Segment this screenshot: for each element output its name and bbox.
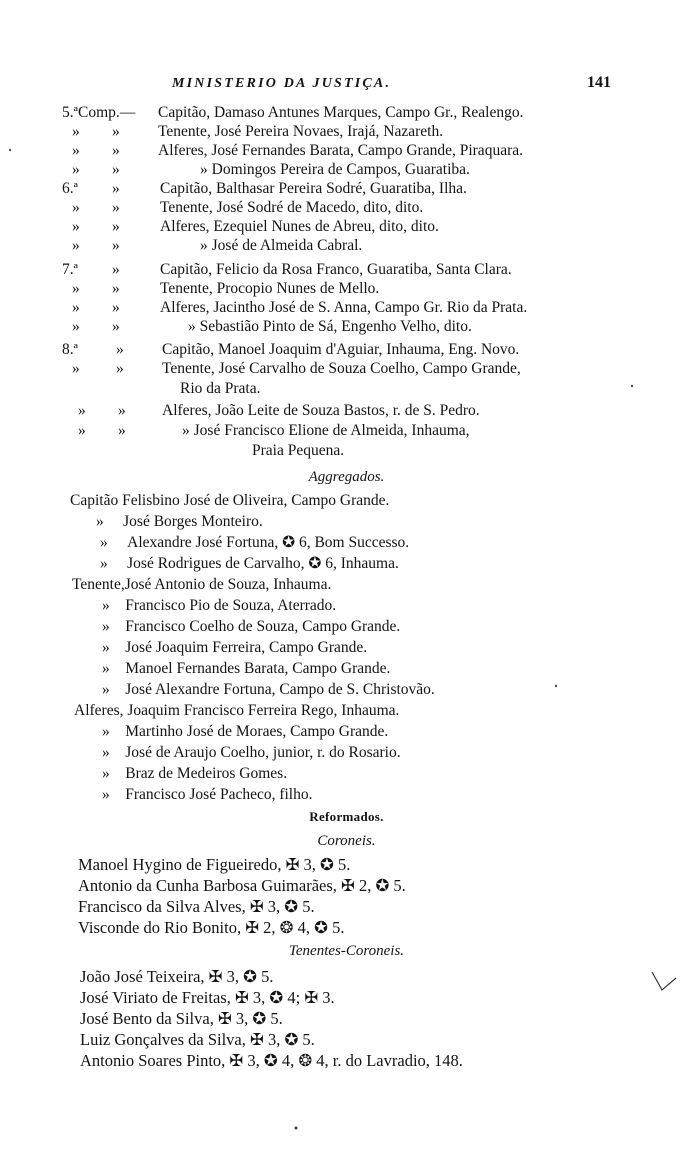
speck (9, 149, 11, 151)
list-item: Manoel Hygino de Figueiredo, ✠ 3, ✪ 5. (78, 855, 351, 874)
list-item: Antonio Soares Pinto, ✠ 3, ✪ 4, ❂ 4, r. do Lavradio, 148. (80, 1051, 463, 1070)
list-item: » José Rodrigues de Carvalho, ✪ 6, Inhauma. (100, 555, 399, 572)
page-title: MINISTERIO DA JUSTIÇA. (172, 76, 392, 91)
list-item: » José Joaquim Ferreira, Campo Grande. (102, 639, 368, 656)
page-number: 141 (587, 74, 611, 91)
list-item: Antonio da Cunha Barbosa Guimarães, ✠ 2, ✪ 5. (78, 876, 406, 895)
list-item: José Bento da Silva, ✠ 3, ✪ 5. (80, 1009, 283, 1028)
list-item: » Martinho José de Moraes, Campo Grande. (102, 723, 389, 740)
list-item: » Braz de Medeiros Gomes. (102, 765, 288, 782)
list-item: João José Teixeira, ✠ 3, ✪ 5. (80, 967, 274, 986)
speck (295, 1127, 298, 1130)
list-item: » José Alexandre Fortuna, Campo de S. Christovão. (102, 681, 435, 698)
list-item: Luiz Gonçalves da Silva, ✠ 3, ✪ 5. (80, 1030, 315, 1049)
list-item: » Manoel Fernandes Barata, Campo Grande. (102, 660, 391, 677)
list-item: » José Borges Monteiro. (96, 513, 263, 530)
list-item: Capitão Felisbino José de Oliveira, Campo Grande. (70, 492, 390, 509)
list-item: » Francisco José Pacheco, filho. (102, 786, 313, 803)
list-item: » Francisco Pio de Souza, Aterrado. (102, 597, 337, 614)
section-heading-reformados: Reformados. (309, 809, 384, 824)
list-item: Visconde do Rio Bonito, ✠ 2, ❂ 4, ✪ 5. (78, 918, 345, 937)
section-heading-aggregados: Aggregados. (308, 469, 385, 485)
document-page: MINISTERIO DA JUSTIÇA. 141 5.ª Comp.— Capitão, Damaso Antunes Marques, Campo Gr., Realengo. » » Tenente, José Pereira Novaes, Irajá, Nazareth. » » Alferes, José Fernandes Barata, Campo Grande, Piraquara. » » » Domingos Pereira de Campos, Guaratiba. 6.ª » Capitão, Balthasar Pereira Sodré, Guaratiba, Ilha. » » Tenente, José Sodré de Macedo, dito, dito. » » Alferes, Ezequiel Nunes de Abreu, dito, dito. » » » José de Almeida Cabral. 7.ª » Capitão, Felicio da Rosa Franco, Guaratiba, Santa Clara. » » Tenente, Procopio Nunes de Mello. » » Alferes, Jacintho José de S. Anna, Campo Gr. Rio da Prata. » » » Sebastião Pinto de Sá, Engenho Velho, dito. 8.ª » Capitão, Manoel Joaquim d'Aguiar, Inhauma, Eng. Novo. » » Tenente, José Carvalho de Souza Coelho, Campo Grande, Rio da Prata. » » Alferes, João Leite de Souza Bastos, r. de S. Pedro. » » » José Francisco Elione de Almeida, Inhauma, Praia Pequena. Aggregados. Capitão Felisbino José de Oliveira, Campo Grande. » José Borges Monteiro. » Alexandre José Fortuna, ✪ 6, Bom Successo. » José Rodrigues de Carvalho, ✪ 6, Inhauma. Tenente,José Antonio de Souza, Inhauma. » Francisco Pio de Souza, Aterrado. » Francisco Coelho de Souza, Campo Grande. » José Joaquim Ferreira, Campo Grande. » Manoel Fernandes Barata, Campo Grande. » José Alexandre Fortuna, Campo de S. Christovão. Alferes, Joaquim Francisco Ferreira Rego, Inhauma. » Martinho José de Moraes, Campo Grande. » José de Araujo Coelho, junior, r. do Rosario. » Braz de Medeiros Gomes. » Francisco José Pacheco, filho. Reformados. Coroneis. Manoel Hygino de Figueiredo, ✠ 3, ✪ 5. Antonio da Cunha Barbosa Guimarães, ✠ 2, ✪ 5. Francisco da Silva Alves, ✠ 3, ✪ 5. Visconde do Rio Bonito, ✠ 2, ❂ 4, ✪ 5. Tenentes-Coroneis. João José Teixeira, ✠ 3, ✪ 5. José Viriato de Freitas, ✠ 3, ✪ 4; ✠ 3. José Bento da Silva, ✠ 3, ✪ 5. Luiz Gonçalves da Silva, ✠ 3, ✪ 5. Antonio Soares Pinto, ✠ 3, ✪ 4, ❂ 4, r. do Lavradio, 148. (0, 0, 693, 1149)
list-item: » Francisco Coelho de Souza, Campo Grande. (102, 618, 401, 635)
list-item: Alferes, Joaquim Francisco Ferreira Rego, Inhauma. (74, 702, 400, 719)
subheading-tenentes-coroneis: Tenentes-Coroneis. (288, 943, 405, 959)
margin-tick-mark (652, 972, 676, 990)
list-item: Tenente,José Antonio de Souza, Inhauma. (72, 576, 332, 593)
list-item: » Alexandre José Fortuna, ✪ 6, Bom Successo. (100, 534, 410, 551)
list-item: Francisco da Silva Alves, ✠ 3, ✪ 5. (78, 897, 315, 916)
list-item: José Viriato de Freitas, ✠ 3, ✪ 4; ✠ 3. (80, 988, 335, 1007)
subheading-coroneis: Coroneis. (317, 833, 376, 849)
list-item: » José de Araujo Coelho, junior, r. do Rosario. (102, 744, 401, 761)
speck (631, 385, 633, 387)
speck (555, 685, 557, 687)
